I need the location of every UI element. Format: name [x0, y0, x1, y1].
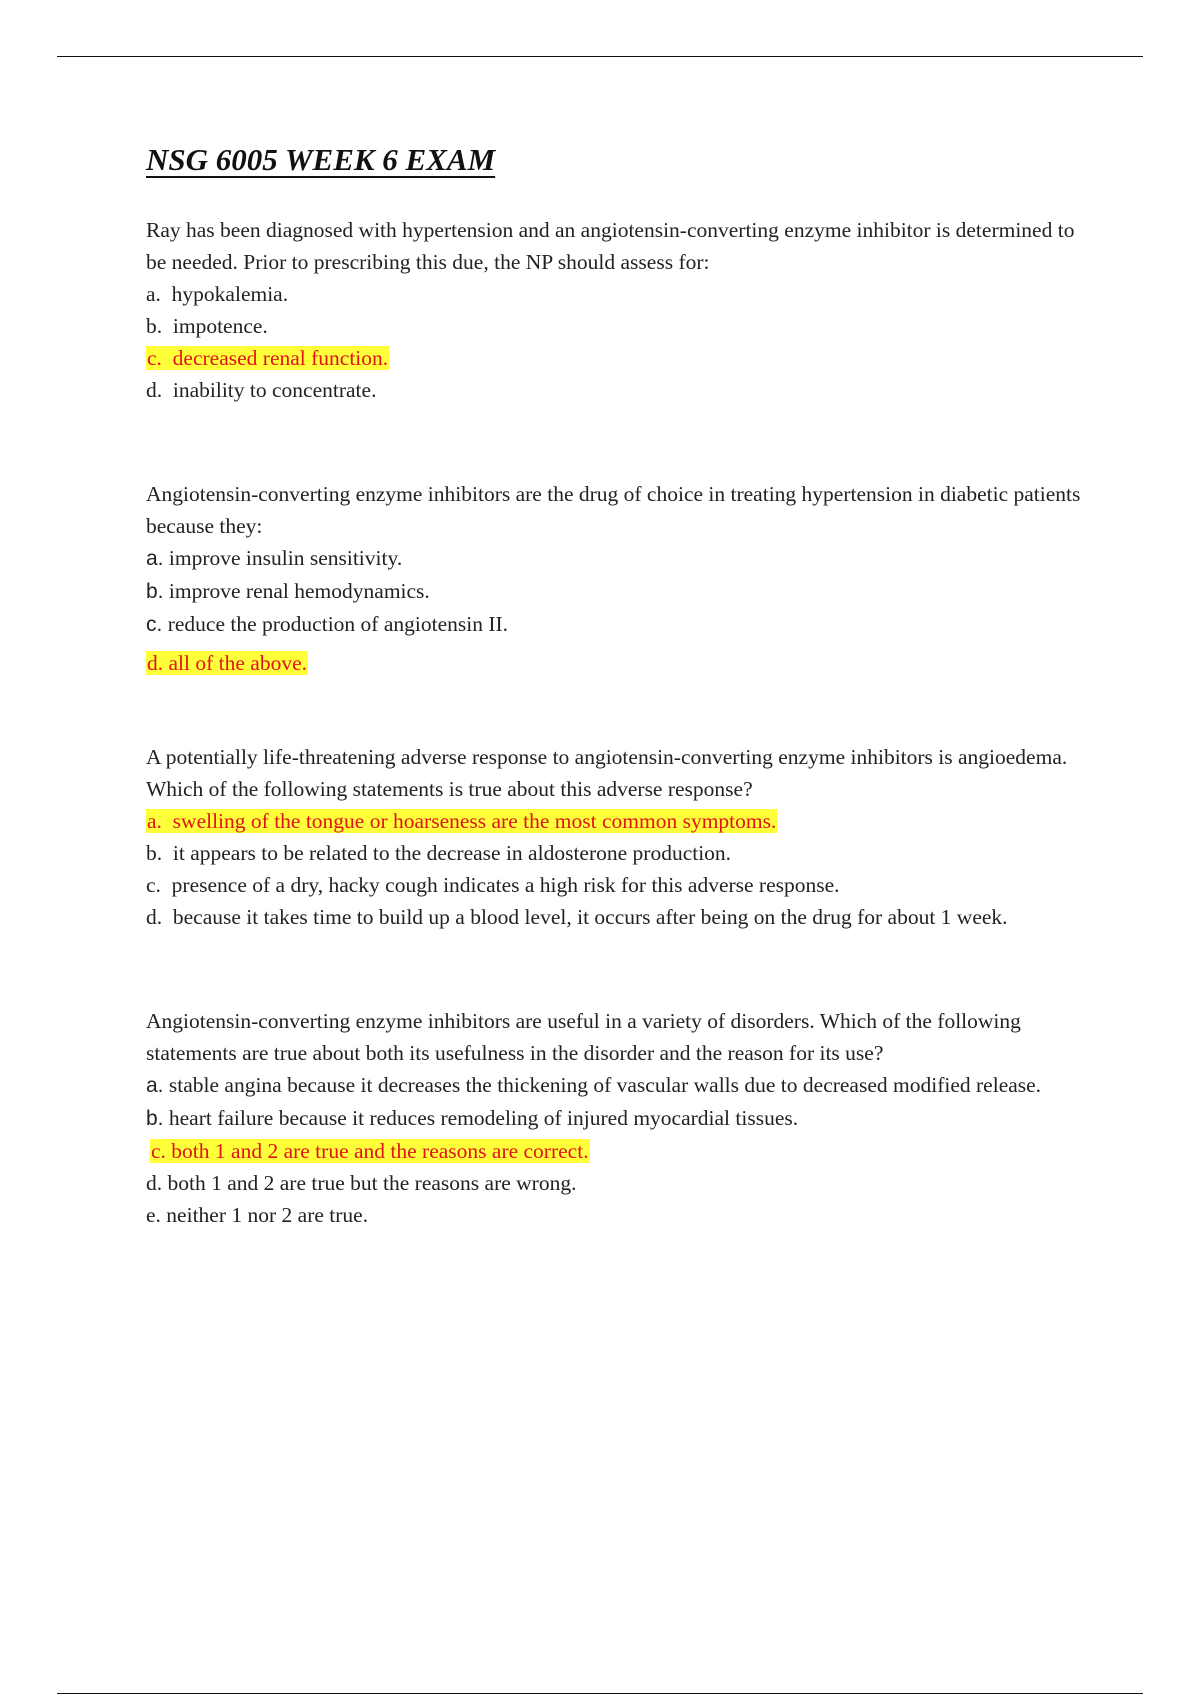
answer-option [146, 310, 1086, 342]
option-text: inability to concentrate. [172, 378, 377, 402]
option-text: improve insulin sensitivity. [168, 546, 403, 570]
answer-highlight [146, 651, 308, 675]
option-text: swelling of the tongue or hoarseness are the most common symptoms. [172, 809, 777, 833]
option-text: stable angina because it decreases the thickening of vascular walls due to decreased modified release. [168, 1073, 1042, 1097]
option-text: both 1 and 2 are true but the reasons are wrong. [167, 1171, 577, 1195]
option-text: both 1 and 2 are true and the reasons are correct. [171, 1139, 589, 1163]
option-text: it appears to be related to the decrease in aldosterone production. [172, 841, 732, 865]
option-letter: c. [151, 1139, 166, 1163]
answer-option-highlighted [146, 342, 1086, 374]
answer-option [146, 1069, 1086, 1102]
option-text: neither 1 nor 2 are true. [166, 1203, 369, 1227]
option-letter: d. [147, 651, 164, 675]
option-letter: b. [146, 580, 164, 603]
document-body [146, 140, 1086, 1293]
option-text: impotence. [172, 314, 268, 338]
answer-option [146, 542, 1086, 575]
option-letter: c. [146, 613, 163, 636]
option-letter: c. [146, 873, 161, 897]
answer-option-highlighted [146, 1135, 1086, 1167]
option-letter: c. [147, 346, 162, 370]
option-letter: b. [146, 841, 163, 865]
question-1 [146, 214, 1086, 406]
document-title: NSG 6005 WEEK 6 EXAM [146, 142, 496, 177]
answer-option [146, 374, 1086, 406]
top-rule [57, 56, 1143, 57]
answer-option [146, 837, 1086, 869]
answer-highlight [146, 346, 389, 370]
option-text: heart failure because it reduces remodeling of injured myocardial tissues. [168, 1106, 799, 1130]
option-letter: a. [146, 282, 161, 306]
answer-highlight [146, 809, 777, 833]
bottom-rule [57, 1693, 1143, 1694]
answer-option-highlighted [146, 647, 1086, 679]
option-letter: d. [146, 1171, 163, 1195]
option-letter: b. [146, 1107, 164, 1130]
question-stem: Ray has been diagnosed with hypertension and an angiotensin-converting enzyme inhibitor is determined to be needed. Prior to prescribing this due, the NP should assess for: [146, 218, 1075, 274]
option-text: because it takes time to build up a blood level, it occurs after being on the drug for about 1 week. [172, 905, 1008, 929]
option-letter: a. [147, 809, 162, 833]
option-letter: a. [146, 547, 164, 570]
answer-option [146, 1102, 1086, 1135]
answer-option [146, 278, 1086, 310]
option-text: all of the above. [168, 651, 308, 675]
option-letter: a. [146, 1074, 164, 1097]
option-letter: d. [146, 378, 163, 402]
answer-highlight [150, 1139, 590, 1163]
answer-option [146, 1167, 1086, 1199]
option-letter: b. [146, 314, 163, 338]
option-letter: d. [146, 905, 163, 929]
question-3 [146, 741, 1086, 933]
answer-option [146, 869, 1086, 901]
question-2 [146, 478, 1086, 679]
question-4 [146, 1005, 1086, 1231]
answer-option-highlighted [146, 805, 1086, 837]
question-stem: A potentially life-threatening adverse response to angiotensin-converting enzyme inhibitors is angioedema. Which of the following statements is true about this adverse response? [146, 745, 1068, 801]
option-text: reduce the production of angiotensin II. [167, 612, 509, 636]
answer-option [146, 901, 1086, 933]
answer-option [146, 1199, 1086, 1231]
option-letter: e. [146, 1203, 161, 1227]
question-stem: Angiotensin-converting enzyme inhibitors are useful in a variety of disorders. Which of the following statements are true about both its usefulness in the disorder and the reason for its use? [146, 1009, 1021, 1065]
question-stem: Angiotensin-converting enzyme inhibitors are the drug of choice in treating hypertension in diabetic patients because they: [146, 482, 1081, 538]
answer-option [146, 575, 1086, 608]
option-text: presence of a dry, hacky cough indicates a high risk for this adverse response. [171, 873, 840, 897]
option-text: hypokalemia. [171, 282, 289, 306]
answer-option [146, 608, 1086, 641]
option-text: improve renal hemodynamics. [168, 579, 430, 603]
option-text: decreased renal function. [172, 346, 389, 370]
